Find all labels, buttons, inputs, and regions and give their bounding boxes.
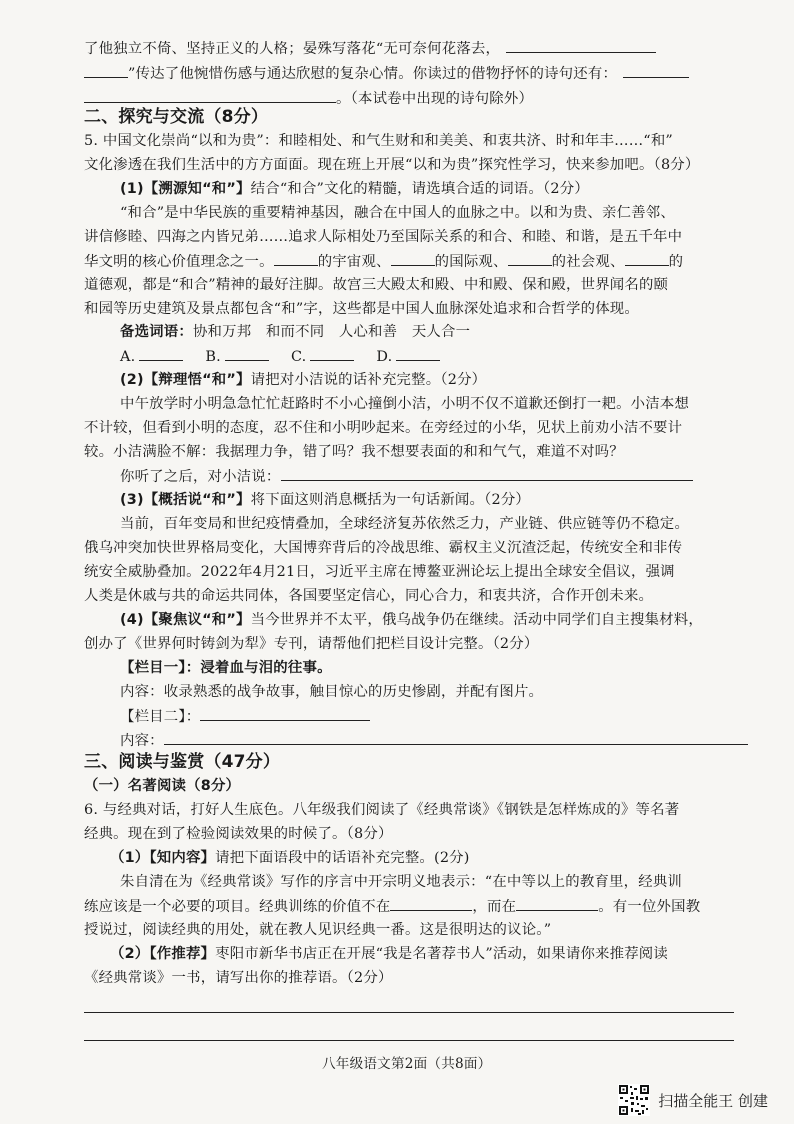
- answer-blank[interactable]: [623, 63, 689, 78]
- sub-question-tag: (4)【聚焦议“和”】: [120, 612, 251, 628]
- news-line: 当前，百年变局和世纪疫情叠加，全球经济复苏依然乏力，产业链、供应链等仍不稳定。: [120, 516, 690, 532]
- sub-question-tag: (1)【溯源知“和”】: [120, 181, 251, 197]
- options-label: 备选词语：: [120, 324, 193, 340]
- answer-blank[interactable]: [625, 251, 669, 266]
- sub-question-text: 《经典常谈》一书，请写出你的推荐语。（2分）: [84, 970, 393, 986]
- sub-question: [110, 848, 470, 868]
- answer-line[interactable]: [84, 1012, 734, 1013]
- word-options: [120, 322, 470, 342]
- sub-question-tag: (2)【辩理悟“和”】: [120, 372, 251, 388]
- answer-blank-a[interactable]: [139, 346, 183, 361]
- column-two-content: 内容：: [120, 730, 748, 751]
- dialogue-line: 较。小洁满脸不解：我据理力争，错了吗？我不想要表面的和和气气，难道不对吗？: [84, 444, 624, 460]
- column-one-content: 内容：收录熟悉的战争故事，触目惊心的历史惨剧，并配有图片。: [120, 684, 544, 700]
- sub-question-text: 枣阳市新华书店正在开展“我是名著荐书人”活动，如果请你来推荐阅读: [215, 946, 668, 962]
- answer-blank[interactable]: [506, 38, 656, 53]
- column-two-title: 【栏目二】：: [120, 706, 370, 727]
- answer-blank-b[interactable]: [225, 346, 269, 361]
- qr-code-icon: [618, 1084, 650, 1116]
- column-one-title: 【栏目一】：浸着血与泪的往事。: [120, 660, 332, 676]
- watermark-text: 扫描全能王 创建: [658, 1091, 768, 1110]
- answer-blank-d[interactable]: [396, 346, 440, 361]
- sub-question: [120, 490, 530, 510]
- sub-question-text: 结合“和合”文化的精髓，请选填合适的词语。（2分）: [250, 181, 589, 197]
- subsection-heading: （一）名著阅读（8分）: [84, 778, 241, 794]
- sub-question-tag: (3)【概括说“和”】: [120, 492, 251, 508]
- passage-line: 讲信修睦、四海之内皆兄弟……追求人际相处乃至国际关系的和合、和睦、和谐，是五千年中: [84, 229, 683, 245]
- answer-blank[interactable]: [281, 466, 693, 481]
- passage-line: “和合”是中华民族的重要精神基因，融合在中国人的血脉之中。以和为贵、亲仁善邻、: [120, 205, 675, 221]
- question-text: 5. 中国文化崇尚“以和为贵”：和睦相处、和气生财和和美美、和衷共济、时和年丰……“和”: [84, 133, 673, 149]
- answer-blank[interactable]: [164, 730, 748, 745]
- answer-blank[interactable]: [508, 251, 552, 266]
- text-line: [84, 88, 533, 109]
- quote-line: 授说过，阅读经典的用处，就在教人见识经典一番。这是很明达的议论。”: [84, 922, 552, 938]
- sub-question: [120, 370, 486, 390]
- question-text: 文化渗透在我们生活中的方方面面。现在班上开展“以和为贵”探究性学习，快来参加吧。（8分）: [84, 157, 700, 173]
- news-line: 人类是休戚与共的命运共同体，各国要坚定信心，同心合力，和衷共济，合作开创未来。: [84, 588, 654, 604]
- quote-line: 练应该是一个必要的项目。经典训练的价值不在 ，而在 。有一位外国教: [84, 896, 700, 917]
- line-text: ”传达了他惋惜伤感与通达欣慰的复杂心情。你读过的借物抒怀的诗句还有：: [128, 66, 618, 82]
- section-heading: 二、探究与交流（8分）: [84, 107, 269, 127]
- line-text: 。（本试卷中出现的诗句除外）: [336, 91, 534, 107]
- sub-question-tag: （2）【作推荐】: [110, 946, 216, 962]
- sub-question-tag: （1）【知内容】: [110, 850, 216, 866]
- news-line: 俄乌冲突加快世界格局变化，大国博弈背后的冷战思维、霸权主义沉渣泛起，传统安全和非传: [84, 540, 683, 556]
- answer-blank[interactable]: [200, 706, 370, 721]
- options-list: 协和万邦 和而不同 人心和善 天人合一: [192, 324, 471, 340]
- answer-blank[interactable]: [390, 896, 472, 911]
- sub-question-text: 请把下面语段中的话语补充完整。(2分): [215, 850, 470, 866]
- section-heading: 三、阅读与鉴赏（47分）: [84, 752, 281, 772]
- line-text: 了他独立不倚、坚持正义的人格；晏殊写落花“无可奈何花落去，: [84, 41, 501, 57]
- answer-line[interactable]: [84, 1040, 734, 1041]
- sub-question: [120, 610, 703, 630]
- answer-line: 你听了之后，对小洁说：: [120, 466, 693, 487]
- answer-blank[interactable]: [391, 251, 435, 266]
- question-text: 6. 与经典对话，打好人生底色。八年级我们阅读了《经典常谈》《钢铁是怎样炼成的》等名著: [84, 802, 680, 818]
- answer-blank[interactable]: [84, 88, 336, 103]
- text-line: [84, 38, 656, 59]
- question-text: 经典。现在到了检验阅读效果的时候了。（8分）: [84, 826, 393, 842]
- sub-question-text: 创办了《世界何时铸剑为犁》专刊，请帮他们把栏目设计完整。（2分）: [84, 636, 539, 652]
- sub-question-text: 当今世界并不太平，俄乌战争仍在继续。活动中同学们自主搜集材料，: [250, 612, 703, 628]
- sub-question: [110, 944, 668, 964]
- answer-blank[interactable]: [516, 896, 598, 911]
- quote-line: 朱自清在为《经典常谈》写作的序言中开宗明义地表示：“在中等以上的教育里，经典训: [120, 874, 683, 890]
- answer-blank[interactable]: [84, 63, 128, 78]
- answer-blank-c[interactable]: [310, 346, 354, 361]
- text-line: [84, 63, 689, 84]
- page-footer: 八年级语文第2面（共8面）: [322, 1056, 492, 1072]
- passage-line: 道德观，都是“和合”精神的最好注脚。故宫三大殿太和殿、中和殿、保和殿，世界闻名的颐: [84, 277, 669, 293]
- sub-question: [120, 179, 589, 199]
- dialogue-line: 中午放学时小明急急忙忙赶路时不小心撞倒小洁，小明不仅不道歉还倒打一耙。小洁本想: [120, 396, 690, 412]
- passage-line: 和园等历史建筑及景点都包含“和”字，这些都是中国人血脉深处追求和合哲学的体现。: [84, 301, 639, 317]
- news-line: 统安全威胁叠加。2022年4月21日，习近平主席在博鳌亚洲论坛上提出全球安全倡议，强调: [84, 564, 675, 580]
- scanner-watermark: [618, 1084, 768, 1116]
- sub-question-text: 请把对小洁说的话补充完整。（2分）: [250, 372, 487, 388]
- sub-question-text: 将下面这则消息概括为一句话新闻。（2分）: [250, 492, 531, 508]
- option-answers: A. B. C. D.: [120, 346, 440, 367]
- dialogue-line: 不计较，但看到小明的态度，忍不住和小明吵起来。在旁经过的小华，见状上前劝小洁不要计: [84, 420, 683, 436]
- passage-line: 华文明的核心价值理念之一。 的宇宙观、 的国际观、 的社会观、 的: [84, 251, 683, 272]
- answer-blank[interactable]: [274, 251, 318, 266]
